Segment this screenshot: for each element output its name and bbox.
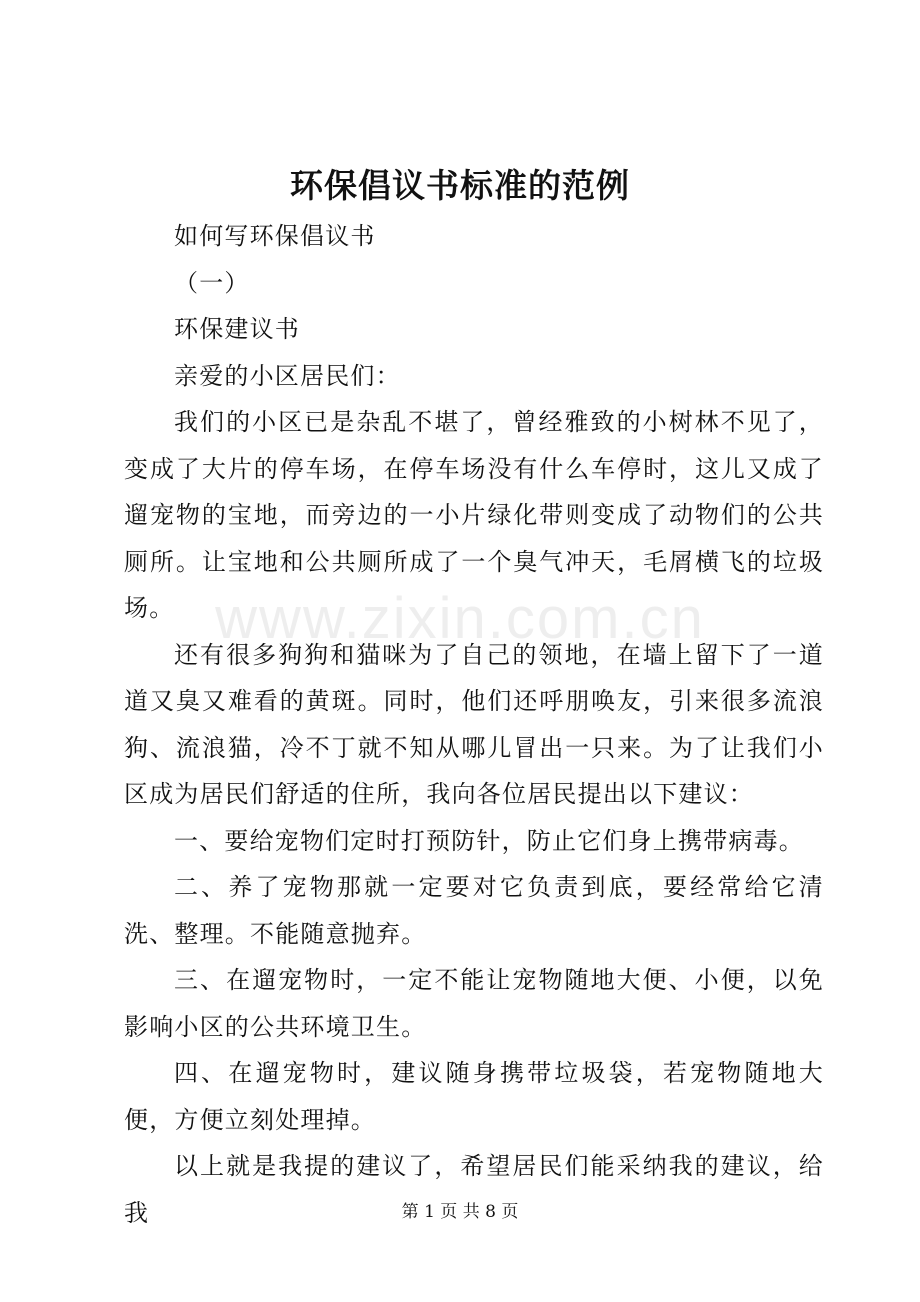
paragraph-body: 还有很多狗狗和猫咪为了自己的领地，在墙上留下了一道道又臭又难看的黄斑。同时，他们还呼朋唤友，引来很多流浪狗、流浪猫，冷不丁就不知从哪儿冒出一只来。为了让我们小区成为居民们舒适的住所，我向各位居民提出以下建议： xyxy=(124,640,824,808)
paragraph-suggestion-4: 四、在遛宠物时，建议随身携带垃圾袋，若宠物随地大便，方便立刻处理掉。 xyxy=(124,1059,824,1134)
paragraph-suggestion-3: 三、在遛宠物时，一定不能让宠物随地大便、小便，以免影响小区的公共环境卫生。 xyxy=(124,966,824,1041)
watermark-text: www.zixin.com.cn xyxy=(215,586,705,651)
paragraph-suggestion-1: 一、要给宠物们定时打预防针，防止它们身上携带病毒。 xyxy=(174,826,804,855)
paragraph-salutation: 亲爱的小区居民们： xyxy=(174,361,401,390)
paragraph-subtitle: 环保建议书 xyxy=(174,315,300,343)
document-body xyxy=(124,213,824,1236)
paragraph-heading-how-to: 如何写环保倡议书 xyxy=(174,222,376,250)
paragraph-suggestion-2: 二、养了宠物那就一定要对它负责到底，要经常给它清洗、整理。不能随意抛弃。 xyxy=(124,873,824,948)
paragraph-closing: 以上就是我提的建议了，希望居民们能采纳我的建议，给我 xyxy=(124,1152,824,1227)
page-footer: 第 1 页 共 8 页 xyxy=(401,1202,519,1222)
paragraph-section-number: （一） xyxy=(174,268,250,297)
paragraph-body: 我们的小区已是杂乱不堪了，曾经雅致的小树林不见了，变成了大片的停车场，在停车场没有什么车停时，这儿又成了遛宠物的宝地，而旁边的一小片绿化带则变成了动物们的公共厕所。让宝地和公共厕所成了一个臭气冲天，毛屑横飞的垃圾场。 xyxy=(124,408,824,622)
document-title: 环保倡议书标准的范例 xyxy=(290,166,630,205)
